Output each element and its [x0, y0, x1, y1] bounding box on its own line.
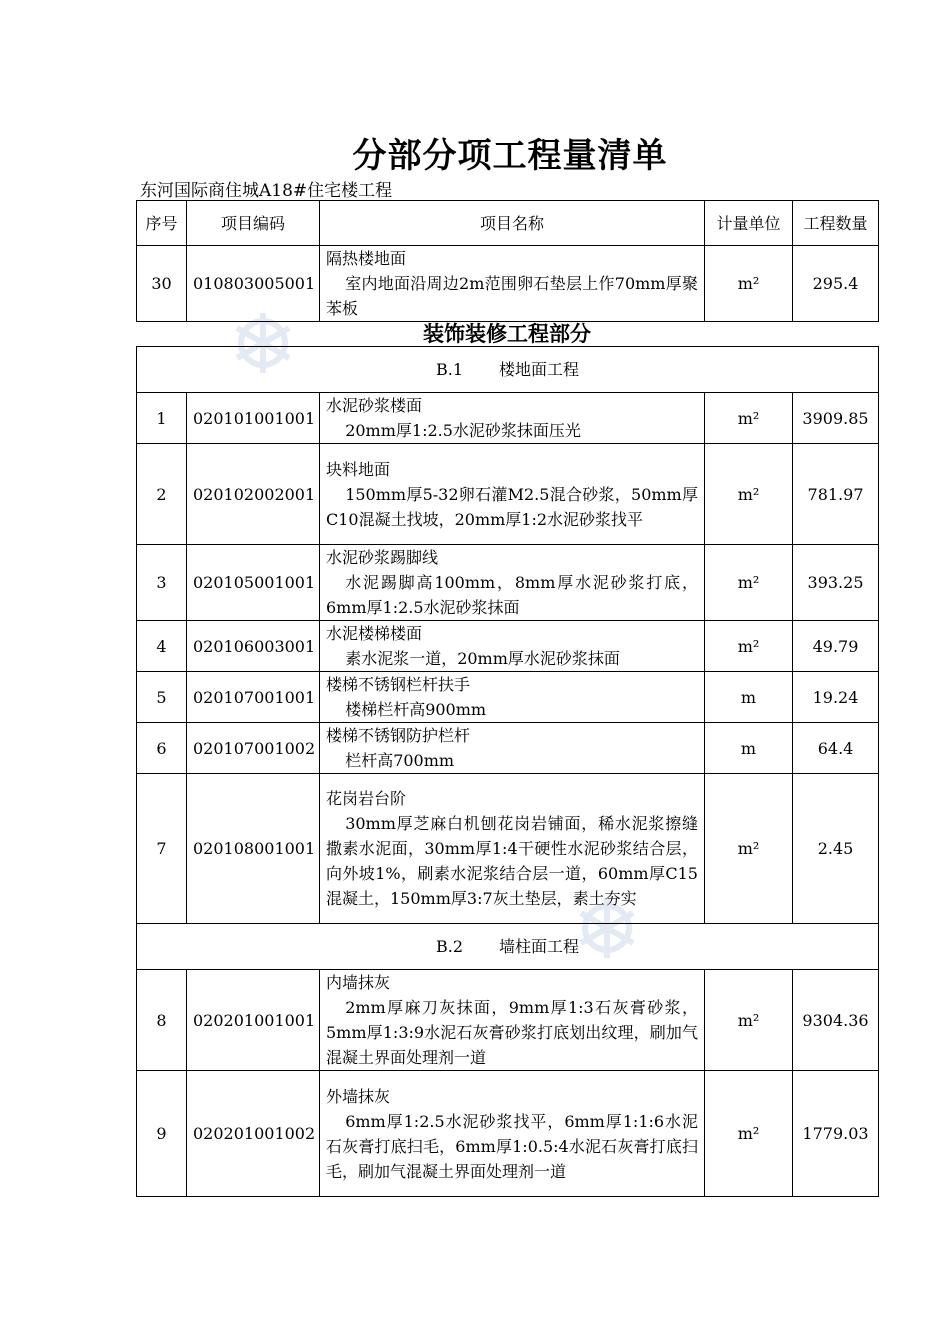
row-name-cell	[320, 774, 705, 924]
row-name-cell	[320, 621, 705, 672]
table-row	[137, 672, 879, 723]
row-no: 2	[137, 444, 187, 545]
table-row	[137, 621, 879, 672]
row-name-cell	[320, 393, 705, 444]
row-code: 020101001001	[187, 393, 320, 444]
section-name: 墙柱面工程	[499, 937, 580, 956]
main-quantity-table	[136, 346, 879, 1197]
row-no: 30	[137, 246, 187, 322]
row-desc: 2mm厚麻刀灰抹面，9mm厚1:3石灰膏砂浆，5mm厚1:3:9水泥石灰膏砂浆打底划出纹理，刷加气混凝土界面处理剂一道	[326, 998, 698, 1067]
row-qty: 9304.36	[793, 970, 879, 1071]
row-code: 020106003001	[187, 621, 320, 672]
section-row-b2	[137, 924, 879, 970]
row-code: 020107001001	[187, 672, 320, 723]
row-name: 外墙抹灰	[326, 1086, 391, 1106]
row-desc: 素水泥浆一道，20mm厚水泥砂浆抹面	[345, 649, 620, 668]
section-heading	[137, 924, 879, 970]
row-qty: 393.25	[793, 545, 879, 621]
section-code: B.1	[435, 360, 464, 379]
top-quantity-table	[136, 200, 879, 322]
table-row	[137, 774, 879, 924]
row-no: 7	[137, 774, 187, 924]
row-name: 内墙抹灰	[326, 973, 391, 992]
row-unit: m	[705, 672, 793, 723]
header-name: 项目名称	[320, 201, 705, 246]
table-row	[137, 723, 879, 774]
row-no: 4	[137, 621, 187, 672]
row-name: 楼梯不锈钢防护栏杆	[326, 726, 471, 745]
table-row	[137, 393, 879, 444]
row-no: 8	[137, 970, 187, 1071]
row-unit: m²	[705, 246, 793, 322]
row-code: 020102002001	[187, 444, 320, 545]
header-unit: 计量单位	[705, 201, 793, 246]
row-desc: 150mm厚5-32卵石灌M2.5混合砂浆，50mm厚C10混凝土找坡，20mm厚1:2水泥砂浆找平	[326, 484, 698, 529]
row-name-cell	[320, 970, 705, 1071]
row-code: 020108001001	[187, 774, 320, 924]
row-name-cell	[320, 444, 705, 545]
section-code: B.2	[435, 937, 464, 956]
row-unit: m	[705, 723, 793, 774]
row-unit: m²	[705, 621, 793, 672]
section-name: 楼地面工程	[499, 360, 580, 379]
row-name-cell	[320, 672, 705, 723]
row-no: 3	[137, 545, 187, 621]
row-unit: m²	[705, 545, 793, 621]
table-row	[137, 444, 879, 545]
row-qty: 49.79	[793, 621, 879, 672]
row-qty: 1779.03	[793, 1071, 879, 1197]
row-desc: 栏杆高700mm	[345, 751, 455, 770]
row-code: 010803005001	[187, 246, 320, 322]
row-desc: 楼梯栏杆高900mm	[345, 700, 487, 719]
row-unit: m²	[705, 393, 793, 444]
row-name-cell	[320, 545, 705, 621]
row-name: 楼梯不锈钢栏杆扶手	[326, 675, 471, 694]
row-name: 隔热楼地面	[326, 249, 407, 268]
header-qty: 工程数量	[793, 201, 879, 246]
table-header-row	[137, 201, 879, 246]
table-row	[137, 1071, 879, 1197]
row-no: 9	[137, 1071, 187, 1197]
row-desc: 水泥踢脚高100mm，8mm厚水泥砂浆打底，6mm厚1:2.5水泥砂浆抹面	[326, 573, 698, 617]
row-name-cell	[320, 723, 705, 774]
header-code: 项目编码	[187, 201, 320, 246]
row-name: 花岗岩台阶	[326, 789, 407, 808]
row-unit: m²	[705, 774, 793, 924]
row-qty: 3909.85	[793, 393, 879, 444]
row-code: 020201001002	[187, 1071, 320, 1197]
row-qty: 64.4	[793, 723, 879, 774]
section-heading	[137, 347, 879, 393]
header-no: 序号	[137, 201, 187, 246]
table-row	[137, 246, 879, 322]
project-subtitle: 东河国际商住城A18#住宅楼工程	[140, 181, 393, 201]
row-name-cell	[320, 1071, 705, 1197]
row-qty: 19.24	[793, 672, 879, 723]
row-name-cell	[320, 246, 705, 322]
row-name: 水泥楼梯楼面	[326, 624, 423, 643]
row-no: 1	[137, 393, 187, 444]
row-code: 020201001001	[187, 970, 320, 1071]
row-unit: m²	[705, 1071, 793, 1197]
row-name: 水泥砂浆踢脚线	[326, 548, 439, 567]
row-desc: 6mm厚1:2.5水泥砂浆找平，6mm厚1:1:6水泥石灰膏打底扫毛，6mm厚1:0.5:4水泥石灰膏打底扫毛，刷加气混凝土界面处理剂一道	[326, 1111, 698, 1181]
row-unit: m²	[705, 444, 793, 545]
document-title: 分部分项工程量清单	[352, 136, 668, 176]
row-name: 水泥砂浆楼面	[326, 396, 423, 415]
part-heading: 装饰装修工程部分	[423, 321, 591, 346]
row-no: 6	[137, 723, 187, 774]
table-row	[137, 970, 879, 1071]
row-name: 块料地面	[326, 459, 391, 479]
section-row-b1	[137, 347, 879, 393]
row-qty: 2.45	[793, 774, 879, 924]
row-qty: 781.97	[793, 444, 879, 545]
row-desc: 室内地面沿周边2m范围卵石垫层上作70mm厚聚苯板	[326, 274, 698, 318]
table-row	[137, 545, 879, 621]
row-qty: 295.4	[793, 246, 879, 322]
row-desc: 20mm厚1:2.5水泥砂浆抹面压光	[345, 421, 581, 440]
row-desc: 30mm厚芝麻白机刨花岗岩铺面，稀水泥浆擦缝撒素水泥面，30mm厚1:4干硬性水泥砂浆结合层，向外坡1%，刷素水泥浆结合层一道，60mm厚C15混凝土，150mm厚3:7灰土垫层，素土夯实	[326, 814, 698, 908]
row-no: 5	[137, 672, 187, 723]
row-code: 020105001001	[187, 545, 320, 621]
row-unit: m²	[705, 970, 793, 1071]
row-code: 020107001002	[187, 723, 320, 774]
